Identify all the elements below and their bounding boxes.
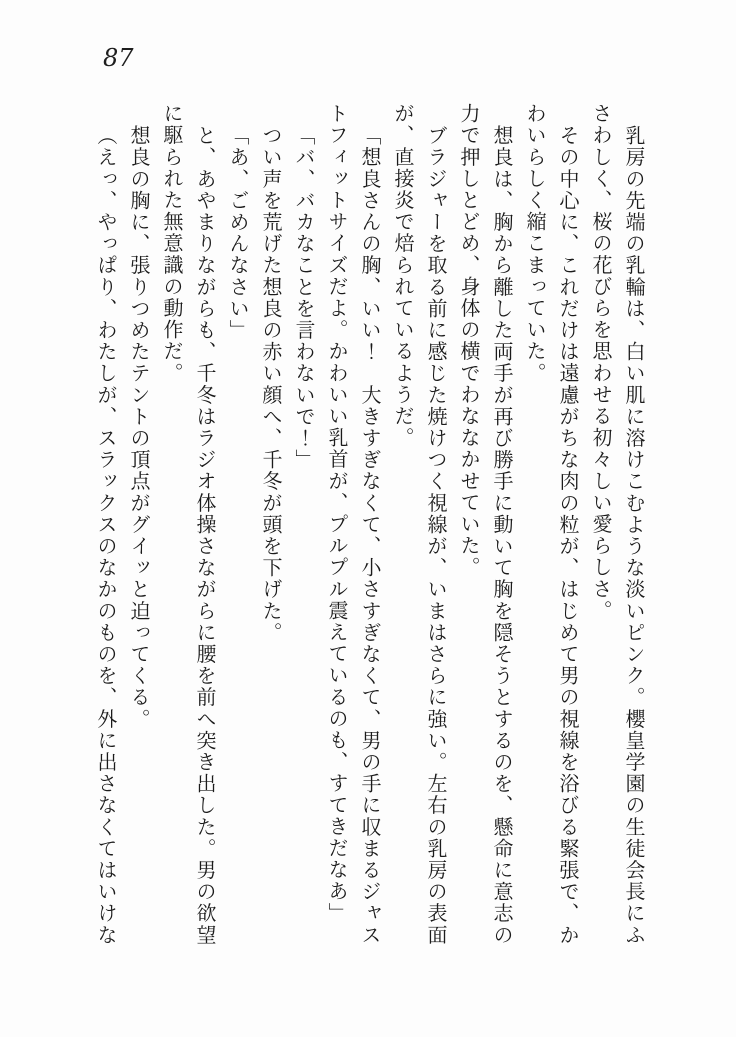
paragraph-dialogue: 「あ、ごめんなさい」 (226, 125, 250, 341)
paragraph-dialogue: 「バ、バカなことを言わないで！」 (292, 125, 316, 471)
paragraph: ブラジャーを取る前に感じた焼けつく視線が、いまはさらに強い。左右の乳房の表面が、直接炎で焙られているようだ。 (391, 103, 448, 946)
body-text (89, 103, 650, 949)
paragraph-dialogue: 「想良さんの胸、いい！ 大きすぎなくて、小さすぎなくて、男の手に収まるジャストフィットサイズだよ。かわいい乳首が、プルプル震えているのも、すてきだなあ」 (325, 103, 382, 946)
page-number: 87 (103, 44, 134, 72)
paragraph: 想良は、胸から離した両手が再び勝手に動いて胸を隠そうとするのを、懸命に意志の力で押しとどめ、身体の横でわななかせていた。 (457, 103, 514, 946)
paragraph: つい声を荒げた想良の赤い顔へ、千冬が頭を下げた。 (259, 125, 283, 644)
paragraph: 想良の胸に、張りつめたテントの頂点がグイッと迫ってくる。 (127, 125, 151, 730)
paragraph: 乳房の先端の乳輪は、白い肌に溶けこむような淡いピンク。櫻皇学園の生徒会長にふさわしく、桜の花びらを思わせる初々しい愛らしさ。 (589, 103, 646, 946)
paragraph-thought: （えっ、やっぱり、わたしが、スラックスのなかのものを、外に出さなくてはいけな (94, 125, 118, 946)
paragraph: と、あやまりながらも、千冬はラジオ体操さながらに腰を前へ突き出した。男の欲望に駆られた無意識の動作だ。 (160, 103, 217, 946)
paragraph: その中心に、これだけは遠慮がちな肉の粒が、はじめて男の視線を浴びる緊張で、かわいらしく縮こまっていた。 (523, 103, 580, 946)
